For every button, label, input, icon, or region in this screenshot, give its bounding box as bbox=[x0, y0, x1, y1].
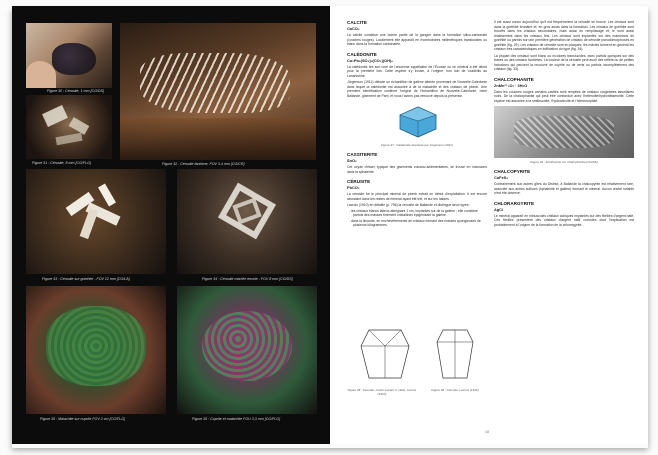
paragraph: Contrairement aux autres gîtes du District, à Ballande la chalcopyrite est relativement rare, associée aux autres sulfures (sphalérite et galène) formant le minerai. Aucun cristal notable n'est été observé. bbox=[494, 182, 634, 195]
caption-figure-30: Figure 30 : Cérusite, 1 mm [CG/DS] bbox=[47, 89, 104, 93]
caption-figure-31: Figure 31 : Cérusite, 8 mm [CG/FLG] bbox=[32, 161, 91, 165]
caption-figure-49: Figure 49 : Smithsonite sur chalcophanite [CG/DS] bbox=[530, 160, 598, 164]
heading-caledonite: CALÉDONITE bbox=[347, 51, 377, 57]
paragraph: La calédonite tire son nom de l'ancienne appellation de l'Écosse où ce minéral a été décrit pour la première fois. Cette espèce s'y trouve, à l'origine, non loin de Leadhills au Lanarkshire. bbox=[347, 64, 487, 78]
heading-cassiterite: CASSITERITE bbox=[347, 152, 378, 157]
formula-calcite: CaCO₃ bbox=[347, 26, 360, 31]
paragraph: Jürgenson (1911) débute un échantillon de galène altérée provenant de Nouvelle-Calédonie dans lequel la calédonite est associée à de la malachite et des cristaux de plomb. Une première identification confirme l'origine de l'échantillon de Nouvelle-Calédonie, mine Ballande, gisement de Pam, et nous l'avons pas retrouvé depuis la présence. bbox=[347, 80, 487, 98]
page-number: 18 bbox=[485, 430, 489, 434]
paragraph: Le minéral apparaît en minuscules cristaux cubiques implantés sur des fibrilles d'argent natif. Ces fibrilles présentent des cristaux d'argent natif corrodés dont l'explication est probablement à l'origine de la formation de la chlorargyrite. bbox=[494, 213, 634, 227]
caledonite-crystal-drawing bbox=[392, 101, 442, 141]
photo-figure-33 bbox=[26, 169, 166, 274]
photo-figure-30 bbox=[26, 23, 112, 88]
figure-48-drawings bbox=[347, 324, 487, 414]
paragraph: Cet oxyde d'étain, typique des gisements volcano-sédimentaires, se trouve en inclusions dans la sphalérite. bbox=[347, 165, 487, 174]
caption-figure-35b: Figure 35 : Cuprite et malachite FOU 3,3 mm [CG/FLG] bbox=[192, 417, 281, 421]
formula-chlorargyrite: AgCl bbox=[494, 206, 504, 212]
photo-figure-34 bbox=[177, 169, 317, 274]
photo-figure-31 bbox=[26, 95, 112, 159]
caption-figure-34: Figure 34 : Cérusite maclée envoie - FOV 8 mm [CG/DS] bbox=[202, 277, 293, 281]
heading-cerusite: CÉRUSITE bbox=[347, 179, 371, 184]
right-page bbox=[330, 6, 648, 444]
crystal-shape bbox=[56, 133, 83, 145]
heading-chalcopyrite: CHALCOPYRITE bbox=[494, 169, 531, 174]
formula-cerusite: PbCO₃ bbox=[347, 185, 360, 190]
left-page bbox=[12, 6, 330, 444]
photo-figure-35b bbox=[177, 286, 317, 414]
caption-figure-48-left: Figure 48 : Cérusite, macle suivant m (110), Lacroix (1910) bbox=[347, 388, 417, 396]
paragraph: Dans les couches rouges certains cavités sont remplies de cristaux rougeâtres lamellaires noirs. De la chalcophanite qui peut être confondue avec l'hétérolite/hydrohétaerolite. Cette espèce est associée à la smithsonite, l'hydrozincite et l'hémimorphite. bbox=[494, 89, 634, 103]
caption-figure-33: Figure 33 : Cérusite sur goethite - FOV 12 mm [CG/LA] bbox=[42, 277, 130, 281]
cerusite-crystal-drawing bbox=[433, 326, 477, 382]
paragraph: La plupart des cristaux sont blanc ou incolores translucides, avec parfois quelques sur des traces ou des cristaux fantômes. La couleur de la cérusite peut avoir des reflets ou de petites inclusions qui peuvent la recouvrir de cuprite ou de verts ou parfois incomplètement des cristaux (fig. 33). bbox=[494, 53, 634, 71]
crystal-shape bbox=[80, 208, 99, 239]
caption-figure-35a: Figure 35 : Malachite sur cuprite FOV 2 cm [CG/FLG] bbox=[40, 417, 125, 421]
matrix-shape bbox=[120, 118, 316, 160]
figure-47-drawing bbox=[392, 101, 442, 141]
fibrous-crystals bbox=[140, 53, 290, 113]
photo-figure-32 bbox=[120, 23, 316, 160]
paragraph: La cérusite fut le principal minerai de plomb extrait en début d'exploitation. Il est encore abondant dans les restes de minerai ayant été trié, et sur les haldes. bbox=[347, 192, 487, 201]
caption-figure-47: Figure 47 : Calédonite dessinée par Jürgenson (1911) bbox=[381, 143, 453, 147]
formula-chalcophanite: ZnMn³⁺₃O₇ · 3H₂O bbox=[494, 82, 528, 88]
specimen-shape bbox=[52, 43, 96, 75]
crystal-shape bbox=[98, 183, 116, 206]
crystal-shape bbox=[42, 105, 68, 127]
heading-chalcophanite: CHALCOPHANITE bbox=[494, 76, 534, 82]
photo-figure-35a bbox=[26, 286, 166, 414]
text-column-2 bbox=[494, 20, 634, 227]
caption-figure-32: Figure 32 : Cérusite fantôme, FOV 3.4 mm [CG/CR] bbox=[162, 162, 245, 166]
paragraph: Il est aussi connu aujourd'hui qu'il est fréquemment la cérusite se trouve. Les cristaux sont dans la goethite brunâtre et, en gros amas dans la formation. Les cristaux de goethite sont trouvés dans les cristaux secondaires, mais aussi en remplissage et, le sont aussi relativement dans les cristaux fins. Les cristaux sont implantés sur des mamelons de goethite ou parfois sur une première génération de cristaux de cérusite pseudomorphosés en goethite (fig. 29). Les cristaux de cérusite sont en plaques; les mâcles forment en général les cristaux très caractéristiques en édification du type (fig. 34). bbox=[494, 20, 634, 51]
paragraph: Lacroix (1910) en détaille (p. 796) la cérusite de Ballande et distingue deux types : bbox=[347, 203, 471, 207]
formula-chalcopyrite: CuFeS₂ bbox=[494, 175, 509, 180]
specimen-texture bbox=[514, 116, 614, 148]
hand-shape bbox=[26, 61, 56, 88]
caption-figure-48-right: Figure 48 : Cérusite, Lacroix (1910) bbox=[431, 388, 479, 392]
photo-figure-49 bbox=[494, 106, 634, 158]
heading-chlorargyrite: CHLORARGYRITE bbox=[494, 200, 535, 206]
paragraph: La calcite constitue une bonne partie de la gangue dans la formation silico-carbonaté (couches rouges). Localement elle apparaît en rhomboèdres millimétriques translucides ou blanc dans la formation carbonatée. bbox=[347, 33, 487, 46]
cerusite-macle-drawing bbox=[355, 324, 415, 384]
formula-caledonite: Cu₂Pb₅(SO₄)₃(CO₃)(OH)₆ bbox=[347, 57, 393, 63]
cuprite-malachite-mass bbox=[202, 311, 292, 381]
malachite-mass bbox=[46, 306, 146, 386]
list-item: - dans la limonite, en enchevêtrements de cristaux formant des masses spongieuses de plusieurs kilogrammes. bbox=[349, 218, 481, 227]
list-item: - les cristaux blancs laiteux atteignant 1 cm, implantés sur de la galène ; elle constitue parfois des masses finement cristallines épigénisant la galène. bbox=[349, 208, 478, 217]
text-column-1 bbox=[347, 20, 487, 228]
heading-calcite: CALCITE bbox=[347, 20, 367, 25]
formula-cassiterite: SnO₂ bbox=[347, 158, 357, 163]
